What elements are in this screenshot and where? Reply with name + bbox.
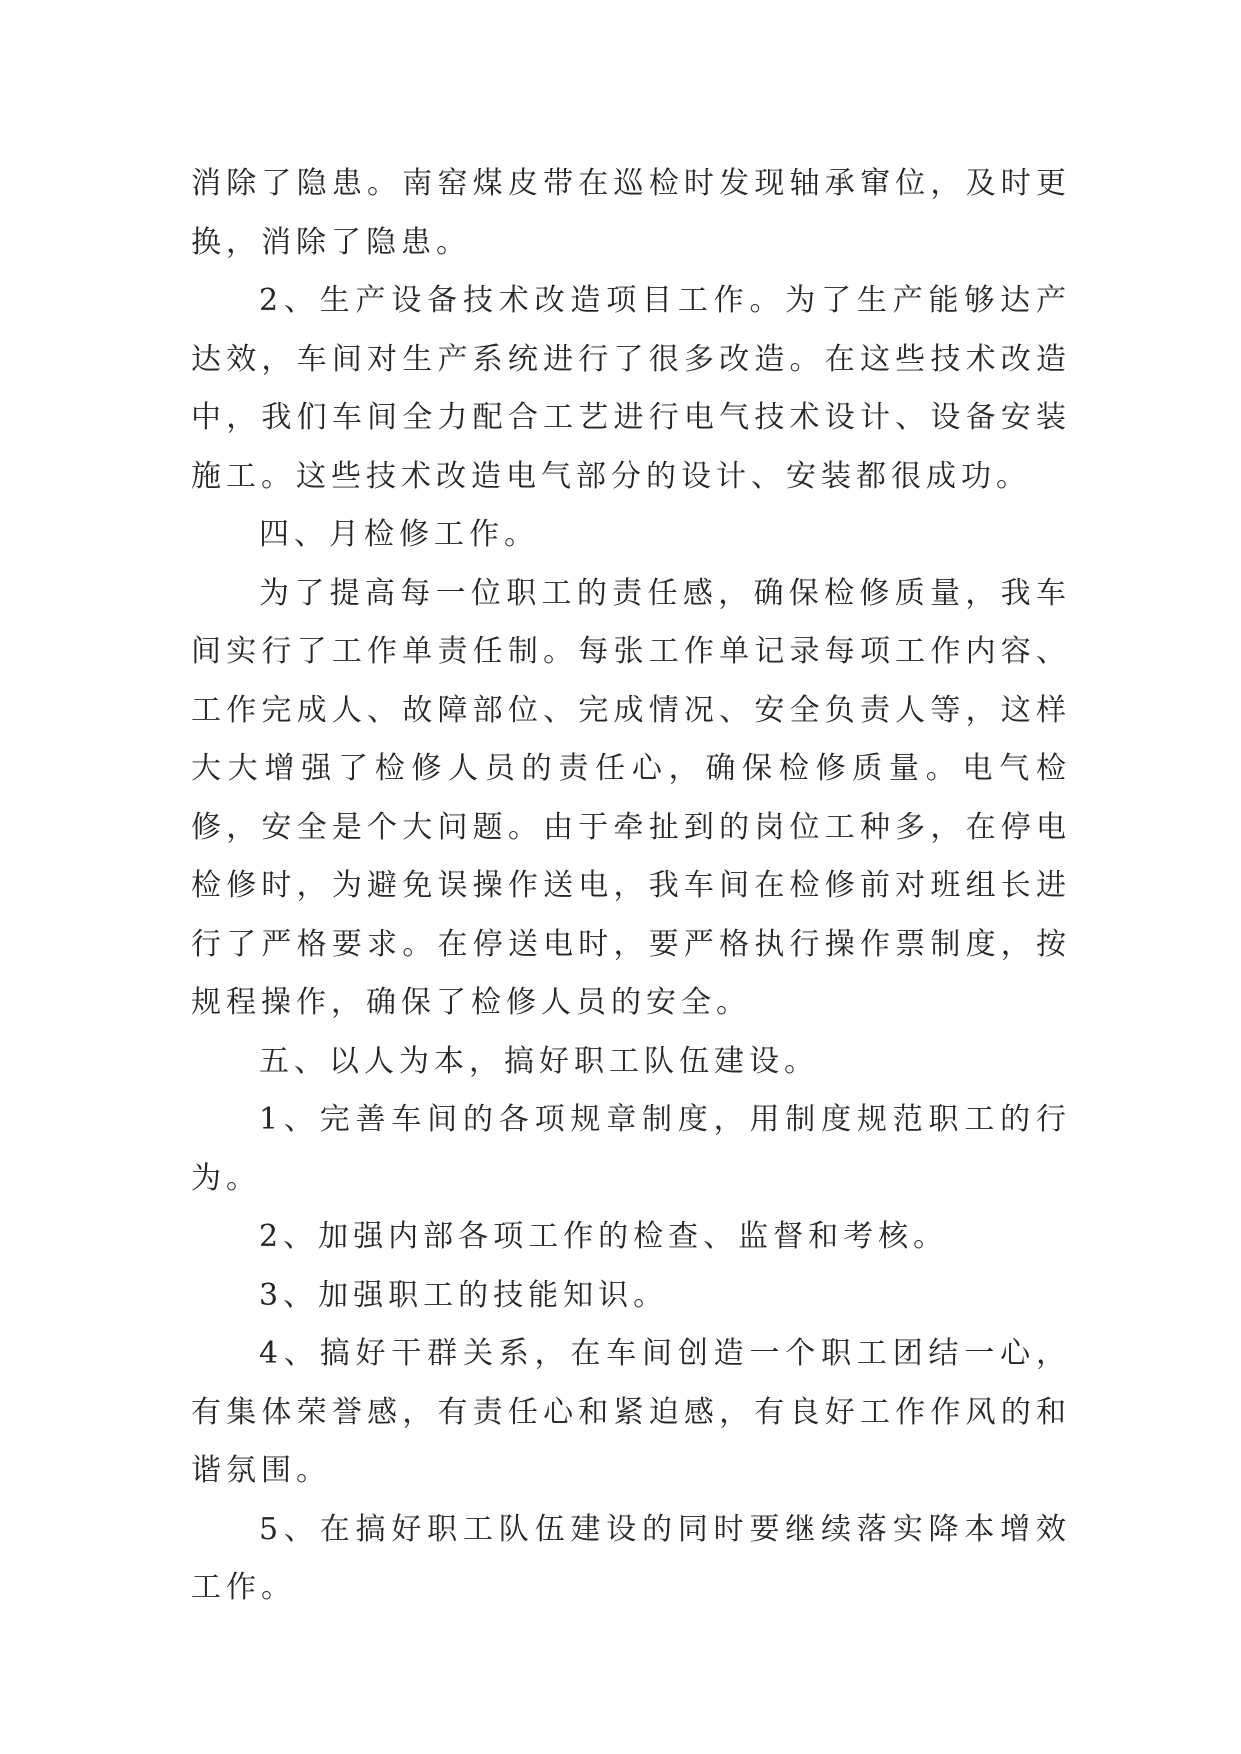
paragraph-tech-renovation: 2、生产设备技术改造项目工作。为了生产能够达产达效，车间对生产系统进行了很多改造。在这些技术改造中，我们车间全力配合工艺进行电气技术设计、设备安装施工。这些技术改造电气部分的设计、安装都很成功。 <box>191 283 1071 494</box>
list-item-cost-reduction: 5、在搞好职工队伍建设的同时要继续落实降本增效工作。 <box>191 1511 1071 1605</box>
list-item-relations: 4、搞好干群关系，在车间创造一个职工团结一心，有集体荣誉感，有责任心和紧迫感，有良好工作作风的和谐氛围。 <box>191 1336 1071 1488</box>
paragraph-hazard-removal: 消除了隐患。南窑煤皮带在巡检时发现轴承窜位，及时更换，消除了隐患。 <box>191 166 1071 260</box>
section-heading-monthly-maintenance: 四、月检修工作。 <box>259 517 539 552</box>
list-item-skills: 3、加强职工的技能知识。 <box>259 1277 669 1313</box>
section-heading-team-building: 五、以人为本，搞好职工队伍建设。 <box>259 1043 819 1079</box>
list-item-inspection: 2、加强内部各项工作的检查、监督和考核。 <box>259 1219 949 1254</box>
paragraph-work-order-responsibility: 为了提高每一位职工的责任感，确保检修质量，我车间实行了工作单责任制。每张工作单记录每项工作内容、工作完成人、故障部位、完成情况、安全负责人等，这样大大增强了检修人员的责任心，确保检修质量。电气检修，安全是个大问题。由于牵扯到的岗位工种多，在停电检修时，为避免误操作送电，我车间在检修前对班组长进行了严格要求。在停送电时，要严格执行操作票制度，按规程操作，确保了检修人员的安全。 <box>191 575 1071 1020</box>
list-item-rules: 1、完善车间的各项规章制度，用制度规范职工的行为。 <box>191 1102 1071 1196</box>
document-body <box>191 155 1071 1618</box>
